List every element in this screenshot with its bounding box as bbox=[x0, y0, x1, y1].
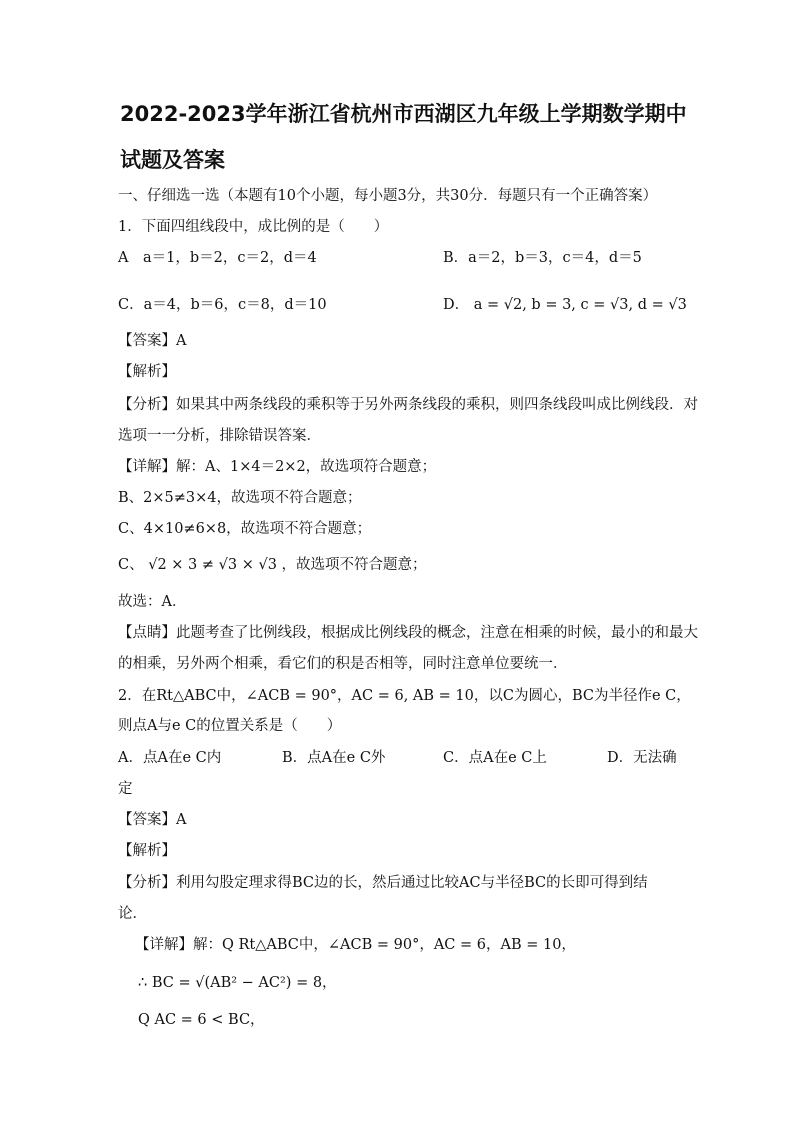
q2-option-a: A．点A在e C内 bbox=[118, 750, 222, 766]
q2-detail-line1: 【详解】解：Q Rt△ABC中，∠ACB = 90°，AC = 6，AB = 10， bbox=[135, 937, 576, 953]
q2-stem-line2: 则点A与e C的位置关系是（ ） bbox=[118, 718, 342, 734]
q2-option-d: D．无法确 bbox=[607, 750, 677, 766]
q1-analysis-label: 【解析】 bbox=[118, 364, 176, 380]
q1-detail-line2: B、2×5≠3×4，故选项不符合题意； bbox=[118, 490, 362, 506]
q2-option-d-continued: 定 bbox=[118, 781, 133, 797]
q2-detail-line3: Q AC = 6 < BC， bbox=[138, 1012, 265, 1028]
q1-stem: 1．下面四组线段中，成比例的是（ ） bbox=[118, 219, 389, 235]
q2-fenxi-line2: 论． bbox=[118, 906, 147, 922]
section-heading: 一、仔细选一选（本题有10个小题，每小题3分，共30分．每题只有一个正确答案） bbox=[118, 188, 658, 204]
q2-fenxi-line1: 【分析】利用勾股定理求得BC边的长，然后通过比较AC与半径BC的长即可得到结 bbox=[118, 875, 648, 891]
q2-detail-line2: ∴ BC = √(AB² − AC²) = 8， bbox=[138, 975, 337, 991]
q1-answer: 【答案】A bbox=[118, 333, 187, 349]
q1-detail-line4: C、 √2 × 3 ≠ √3 × √3 ，故选项不符合题意； bbox=[118, 557, 427, 573]
q2-option-b: B．点A在e C外 bbox=[282, 750, 386, 766]
q2-option-c: C．点A在e C上 bbox=[443, 750, 547, 766]
q1-option-c: C．a＝4，b＝6，c＝8，d＝10 bbox=[118, 297, 327, 313]
q1-dianjing-line2: 的相乘，另外两个相乘，看它们的积是否相等，同时注意单位要统一． bbox=[118, 656, 568, 672]
q2-answer: 【答案】A bbox=[118, 812, 187, 828]
q1-detail-line1: 【详解】解：A、1×4＝2×2，故选项符合题意； bbox=[118, 459, 437, 475]
document-title-line2: 试题及答案 bbox=[120, 148, 225, 172]
q2-stem-line1: 2．在Rt△ABC中，∠ACB = 90°，AC = 6, AB = 10，以C为圆心，BC为半径作e C， bbox=[118, 688, 691, 704]
q1-dianjing-line1: 【点睛】此题考查了比例线段，根据成比例线段的概念，注意在相乘的时候，最小的和最大 bbox=[118, 625, 698, 641]
q1-choose: 故选：A． bbox=[118, 594, 187, 610]
q2-analysis-label: 【解析】 bbox=[118, 843, 176, 859]
q1-option-b: B．a＝2，b＝3，c＝4，d＝5 bbox=[443, 250, 642, 266]
q1-option-a: A a＝1，b＝2，c＝2，d＝4 bbox=[118, 250, 317, 266]
q1-detail-line3: C、4×10≠6×8，故选项不符合题意； bbox=[118, 521, 372, 537]
q1-option-d: D． a = √2, b = 3, c = √3, d = √3 bbox=[443, 297, 687, 313]
document-title-line1: 2022-2023学年浙江省杭州市西湖区九年级上学期数学期中 bbox=[120, 102, 687, 126]
q1-fenxi-line2: 选项一一分析，排除错误答案． bbox=[118, 428, 321, 444]
q1-fenxi-line1: 【分析】如果其中两条线段的乘积等于另外两条线段的乘积，则四条线段叫成比例线段．对 bbox=[118, 397, 698, 413]
